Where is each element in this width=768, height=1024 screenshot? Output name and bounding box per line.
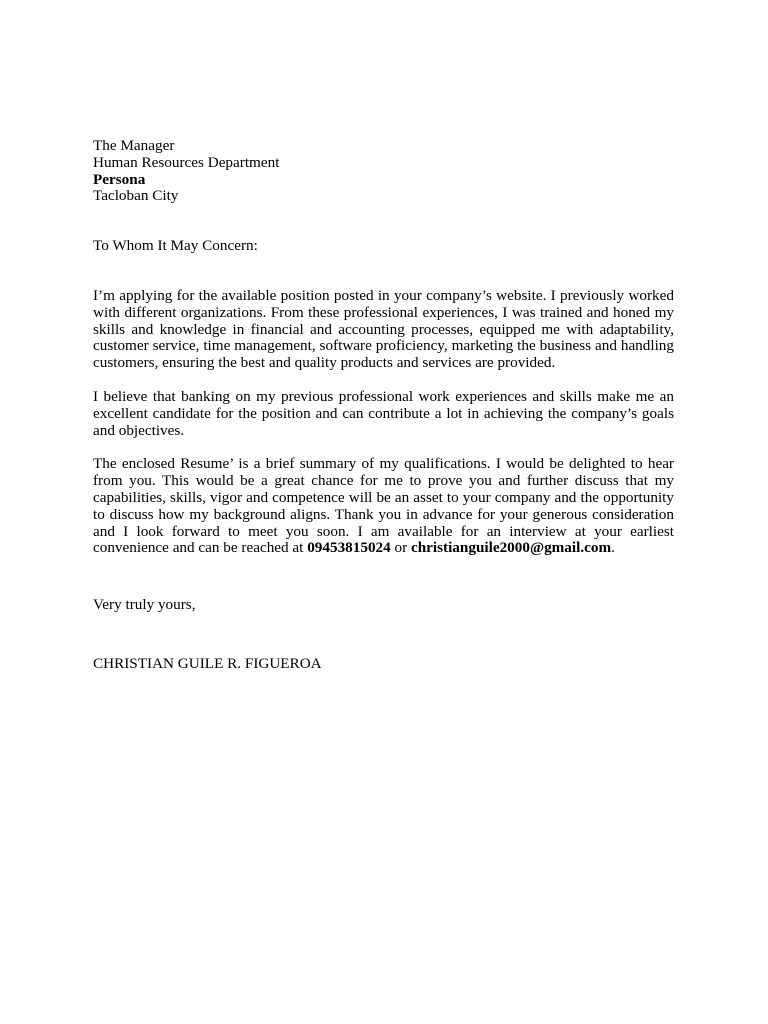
contact-phone: 09453815024 [307, 539, 391, 557]
paragraph-3-end: . [611, 539, 615, 557]
paragraph-3-or: or [390, 539, 411, 557]
recipient-title: The Manager [93, 137, 175, 154]
signature-name: CHRISTIAN GUILE R. FIGUEROA [93, 654, 322, 672]
recipient-city: Tacloban City [93, 187, 179, 205]
body-paragraph-3 [93, 456, 674, 557]
salutation: To Whom It May Concern: [93, 237, 258, 255]
recipient-department: Human Resources Department [93, 153, 280, 171]
recipient-address [93, 138, 674, 205]
contact-email: christianguile2000@gmail.com [410, 539, 612, 557]
cover-letter [93, 138, 674, 673]
body-paragraph-2: I believe that banking on my previous professional work experiences and skills make me an excellent candidate for the position and can contribute a lot in achieving the company’s goals and objectives. [93, 387, 674, 439]
body-paragraph-1: I’m applying for the available position posted in your company’s website. I previously worked with different organizations. From these professional experiences, I was trained and honed my skills and knowledge in financial and accounting processes, equipped me with adaptability, customer service, time management, software proficiency, marketing the business and handling customers, ensuring the best and quality products and services are provided. [93, 286, 674, 372]
recipient-company: Persona [93, 170, 146, 188]
closing: Very truly yours, [93, 596, 196, 614]
paragraph-3-text: The enclosed Resume’ is a brief summary of my qualifications. I would be delighted to hear from you. This would be a great chance for me to prove you and further discuss that my capabilities, skills, vigor and competence will be an asset to your company and the opportunity to discuss how my background aligns. Thank you in advance for your generous consideration and I look forward to meet you soon. I am available for an interview at your earliest convenience and can be reached at [93, 455, 674, 557]
